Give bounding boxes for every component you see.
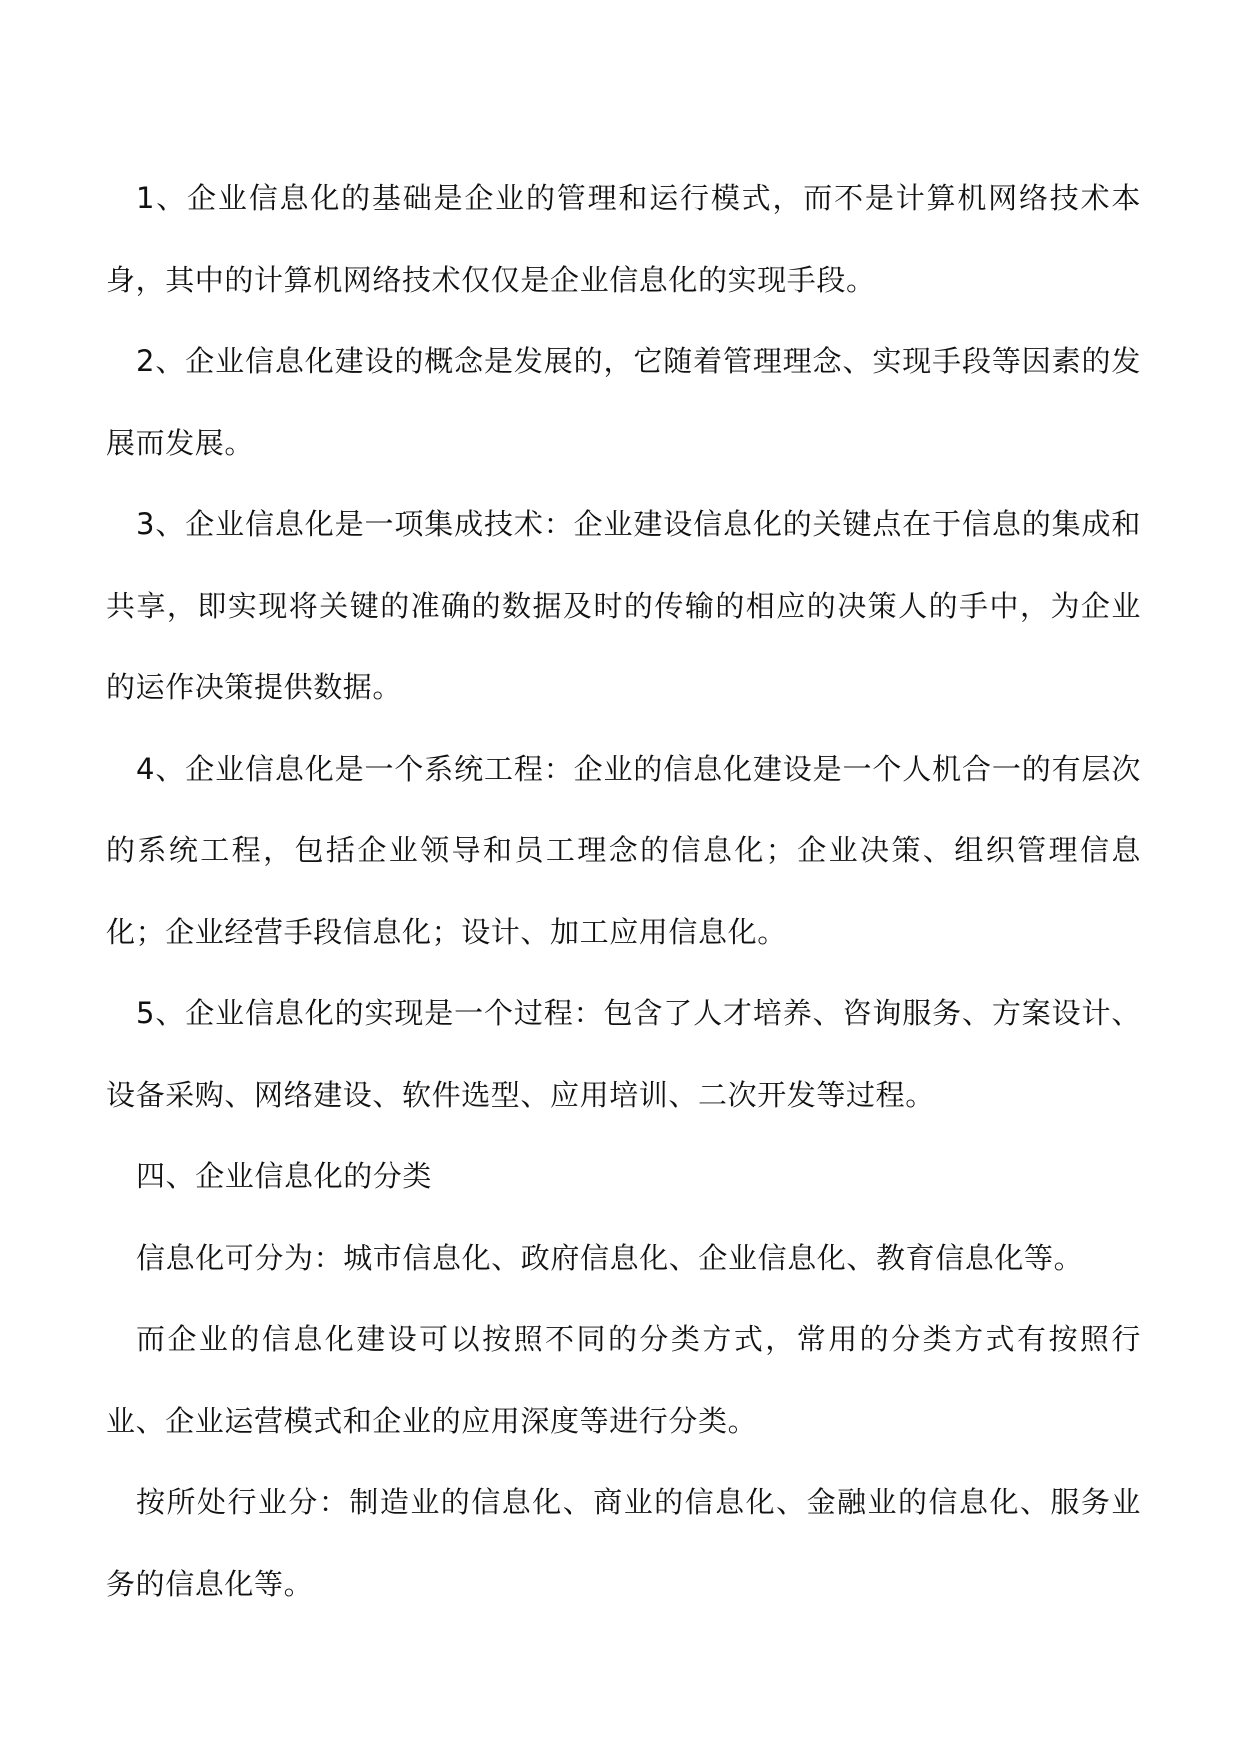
paragraph-classification: 信息化可分为：城市信息化、政府信息化、企业信息化、教育信息化等。 <box>136 1240 1084 1275</box>
document-body <box>106 158 1141 1625</box>
paragraph-point-1: 1、企业信息化的基础是企业的管理和运行模式，而不是计算机网络技术本身，其中的计算机网络技术仅仅是企业信息化的实现手段。 <box>106 181 1141 297</box>
paragraph-point-5: 5、企业信息化的实现是一个过程：包含了人才培养、咨询服务、方案设计、设备采购、网络建设、软件选型、应用培训、二次开发等过程。 <box>106 996 1141 1112</box>
paragraph-point-3: 3、企业信息化是一项集成技术：企业建设信息化的关键点在于信息的集成和共享，即实现将关键的准确的数据及时的传输的相应的决策人的手中，为企业的运作决策提供数据。 <box>106 507 1141 704</box>
paragraph-point-4: 4、企业信息化是一个系统工程：企业的信息化建设是一个人机合一的有层次的系统工程，包括企业领导和员工理念的信息化；企业决策、组织管理信息化；企业经营手段信息化；设计、加工应用信息化。 <box>106 751 1141 949</box>
section-heading: 四、企业信息化的分类 <box>136 1159 433 1193</box>
paragraph-classification-methods: 而企业的信息化建设可以按照不同的分类方式，常用的分类方式有按照行业、企业运营模式和企业的应用深度等进行分类。 <box>106 1322 1141 1438</box>
paragraph-by-industry: 按所处行业分：制造业的信息化、商业的信息化、金融业的信息化、服务业务的信息化等。 <box>106 1485 1141 1601</box>
paragraph-point-2: 2、企业信息化建设的概念是发展的，它随着管理理念、实现手段等因素的发展而发展。 <box>106 344 1141 460</box>
